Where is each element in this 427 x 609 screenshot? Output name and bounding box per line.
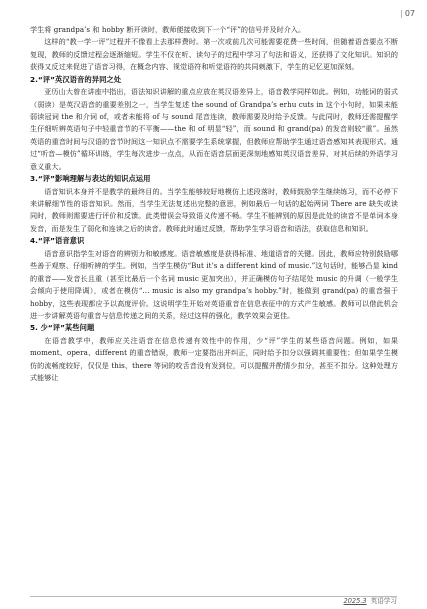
footer-rule	[30, 596, 397, 597]
paragraph: 语音知识本身并不是教学的最终目的。当学生能够较好地模仿上述段落时，教师鼓励学生继续练习，而不必停下来讲解细节性的语音知识。然而，当学生无法复述出完整的意思，例如最后一句话的起始两词 There are 缺失或读同时，教师则需要进行评价和反馈。此类错误会导致语义传递不畅。学生不能辨别的原因是此处的读音不是单词本身发音，而是发生了弱化和连读之后的读音。教师此时通过反馈，帮助学生学习语音和语法，获取信息和知识。	[30, 186, 398, 233]
page-number-divider: |	[400, 9, 403, 18]
paragraph: 语音意识指学生对语音的辨别力和敏感度。语音敏感度是获得标准、地道语音的关键。因此，教师应特别鼓励哪些善于观察、仔细听辨的学生。例如，当学生模仿“But it’s a different kind of music.”这句话时，能够凸显 kind 的重音——发音长且重（甚至比最后一个名词 music 更加突出），并正确模仿句子结尾处 music 的升调（一般学生会倾向于使用降调），或者在模仿“… music is also my grandpa’s hobby.”时，能做到 grand(pa) 的重音强于 hobby，这些表现都应予以高度评价。这说明学生开始对英语重音在信息表征中的方式产生敏感。教师可以借此机会进一步讲解英语句重音与信息传递之间的关系，经过这样的强化，教学效果会更佳。	[30, 248, 398, 320]
page-number	[400, 9, 415, 18]
page-number-text: 07	[404, 9, 415, 18]
section-heading: 3.“评”影响理解与表达的知识点运用	[30, 174, 151, 184]
paragraph: 亚历山大曾在讲座中指出，语法知识讲解的重点应放在英汉语差异上，语音教学同样如此。例如，功能词的弱式（弱读）是英汉语音的重要差别之一，当学生复述 the sound of Grandpa’s erhu cuts in 这个小句时，如果未能弱读冠词 the 和介词 of，或者未能将 of 与 sound 尾音连读，教师需要及时给予反馈。与此同时，教师还需提醒学生仔细听辨英语句子中轻重音节的不平衡——the 和 of 明显“轻”，而 sound 和 grand(pa) 的发音则较“重”。虽然英语的重音时间与汉语的音节时间这一知识点不需要学生系统掌握，但教师应帮助学生通过语音感知其表现形式。通过“听音—模仿”循环训练，学生每次进步一点点，从而在语音层面更深刻地感知英汉语音差异，对其后续的外语学习意义重大。	[30, 87, 398, 171]
section-heading: 4.“评”语音意识	[30, 236, 85, 246]
paragraph: 在语音教学中，教师应关注语音在信息传递有效性中的作用，少“评”学生的某些语音问题。例如，如果 moment、opera、different 的重音错误，教师一定要指出并纠正，同时给予扣分以强调其重要性；但如果学生模仿的流畅度较好，仅仅是 this、there 等词的咬舌音没有发到位，可以提醒并酌情少扣分，甚至不扣分。这种处理方式能够让	[30, 335, 398, 383]
paragraph: 这样的“教一学一评”过程并不像看上去那样费时。第一次或前几次可能需要花费一些时间，但随着语音要点不断复现，教师的反馈过程会逐渐缩短。学生不仅在听、读句子的过程中学习了句法和语义，还获得了文化知识。知识的获得又反过来促进了语音习得，在概念内容、视觉语符和听觉语符的共同刺激下，学生的记忆更加深刻。	[30, 37, 398, 72]
footer	[344, 595, 397, 605]
section-heading: 5. 少“评”某些问题	[30, 323, 95, 333]
footer-issue: 2025.3	[343, 597, 367, 605]
article-body	[30, 24, 398, 385]
section-heading: 2.“评”英汉语音的异同之处	[30, 74, 122, 84]
paragraph: 学生将 grandpa’s 和 hobby 断开读时，教师便接收到下一个“评”的信号并及时介入。	[30, 25, 306, 34]
footer-magazine: 英语学习	[370, 597, 397, 605]
